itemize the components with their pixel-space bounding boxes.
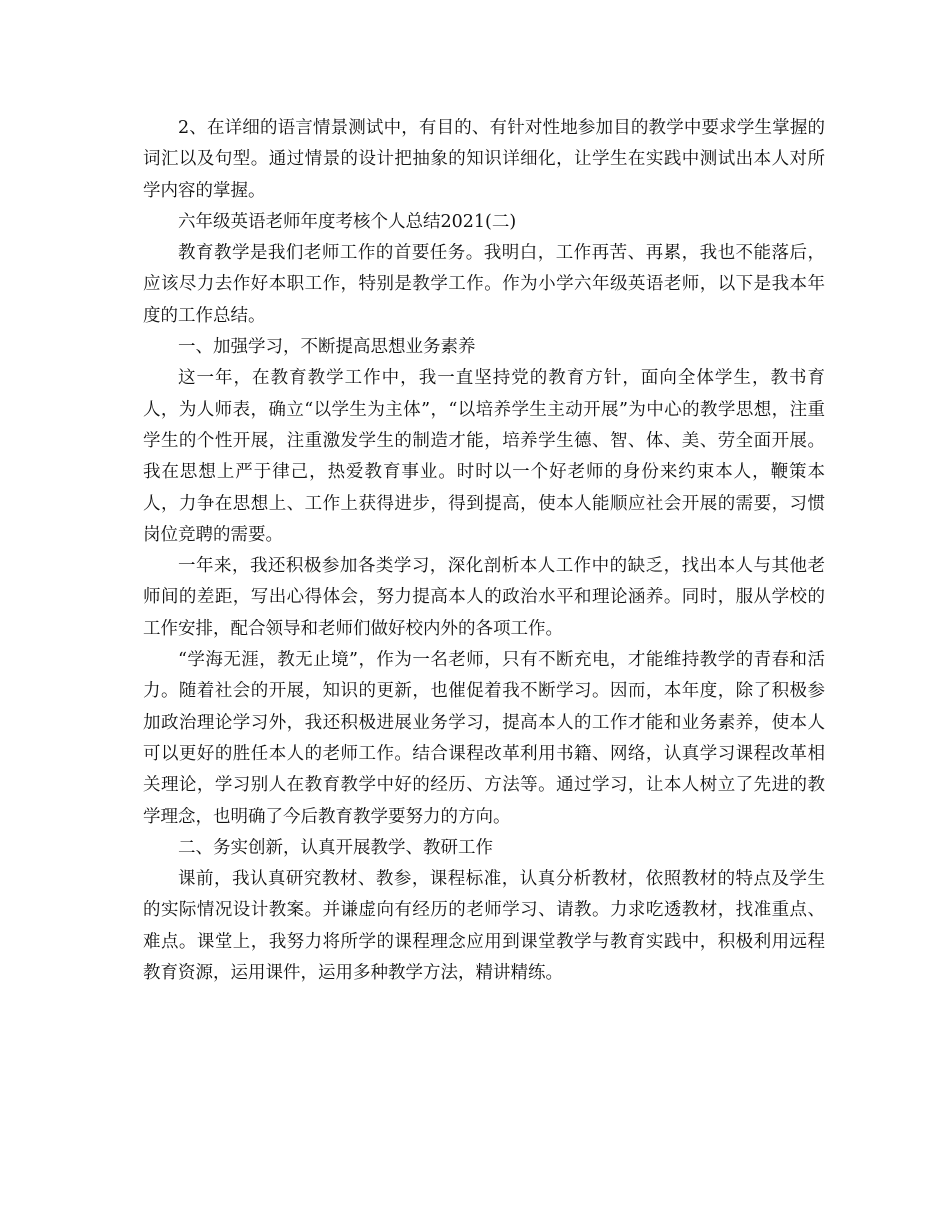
body-paragraph: 这一年，在教育教学工作中，我一直坚持党的教育方针，面向全体学生，教书育人，为人师表，确立“以学生为主体”，“以培养学生主动开展”为中心的教学思想，注重学生的个性开展，注重激发学生的制造才能，培养学生德、智、体、美、劳全面开展。我在思想上严于律己，热爱教育事业。时时以一个好老师的身份来约束本人，鞭策本人，力争在思想上、工作上获得进步，得到提高，使本人能顺应社会开展的需要，习惯岗位竞聘的需要。: [143, 368, 825, 545]
body-paragraph: 一年来，我还积极参加各类学习，深化剖析本人工作中的缺乏，找出本人与其他老师间的差距，写出心得体会，努力提高本人的政治水平和理论涵养。同时，服从学校的工作安排，配合领导和老师们做好校内外的各项工作。: [143, 556, 825, 639]
document-page: [143, 113, 825, 989]
body-paragraph: “学海无涯，教无止境”，作为一名老师，只有不断充电，才能维持教学的青春和活力。随着社会的开展，知识的更新，也催促着我不断学习。因而，本年度，除了积极参加政治理论学习外，我还积极进展业务学习，提高本人的工作才能和业务素养，使本人可以更好的胜任本人的老师工作。结合课程改革利用书籍、网络，认真学习课程改革相关理论，学习别人在教育教学中好的经历、方法等。通过学习，让本人树立了先进的教学理念，也明确了今后教育教学要努力的方向。: [143, 650, 825, 827]
section-title: 六年级英语老师年度考核个人总结2021(二): [178, 211, 517, 232]
heading-section-2: 二、务实创新，认真开展教学、教研工作: [178, 837, 493, 858]
intro-paragraph: 教育教学是我们老师工作的首要任务。我明白，工作再苦、再累，我也不能落后，应该尽力去作好本职工作，特别是教学工作。作为小学六年级英语老师，以下是我本年度的工作总结。: [143, 243, 825, 326]
heading-section-1: 一、加强学习，不断提高思想业务素养: [178, 337, 476, 358]
body-paragraph: 课前，我认真研究教材、教参，课程标准，认真分析教材，依照教材的特点及学生的实际情况设计教案。并谦虚向有经历的老师学习、请教。力求吃透教材，找准重点、难点。课堂上，我努力将所学的课程理念应用到课堂教学与教育实践中，积极利用远程教育资源，运用课件，运用多种教学方法，精讲精练。: [143, 869, 825, 984]
paragraph-item-2: 2、在详细的语言情景测试中，有目的、有针对性地参加目的教学中要求学生掌握的词汇以及句型。通过情景的设计把抽象的知识详细化，让学生在实践中测试出本人对所学内容的掌握。: [143, 118, 825, 201]
